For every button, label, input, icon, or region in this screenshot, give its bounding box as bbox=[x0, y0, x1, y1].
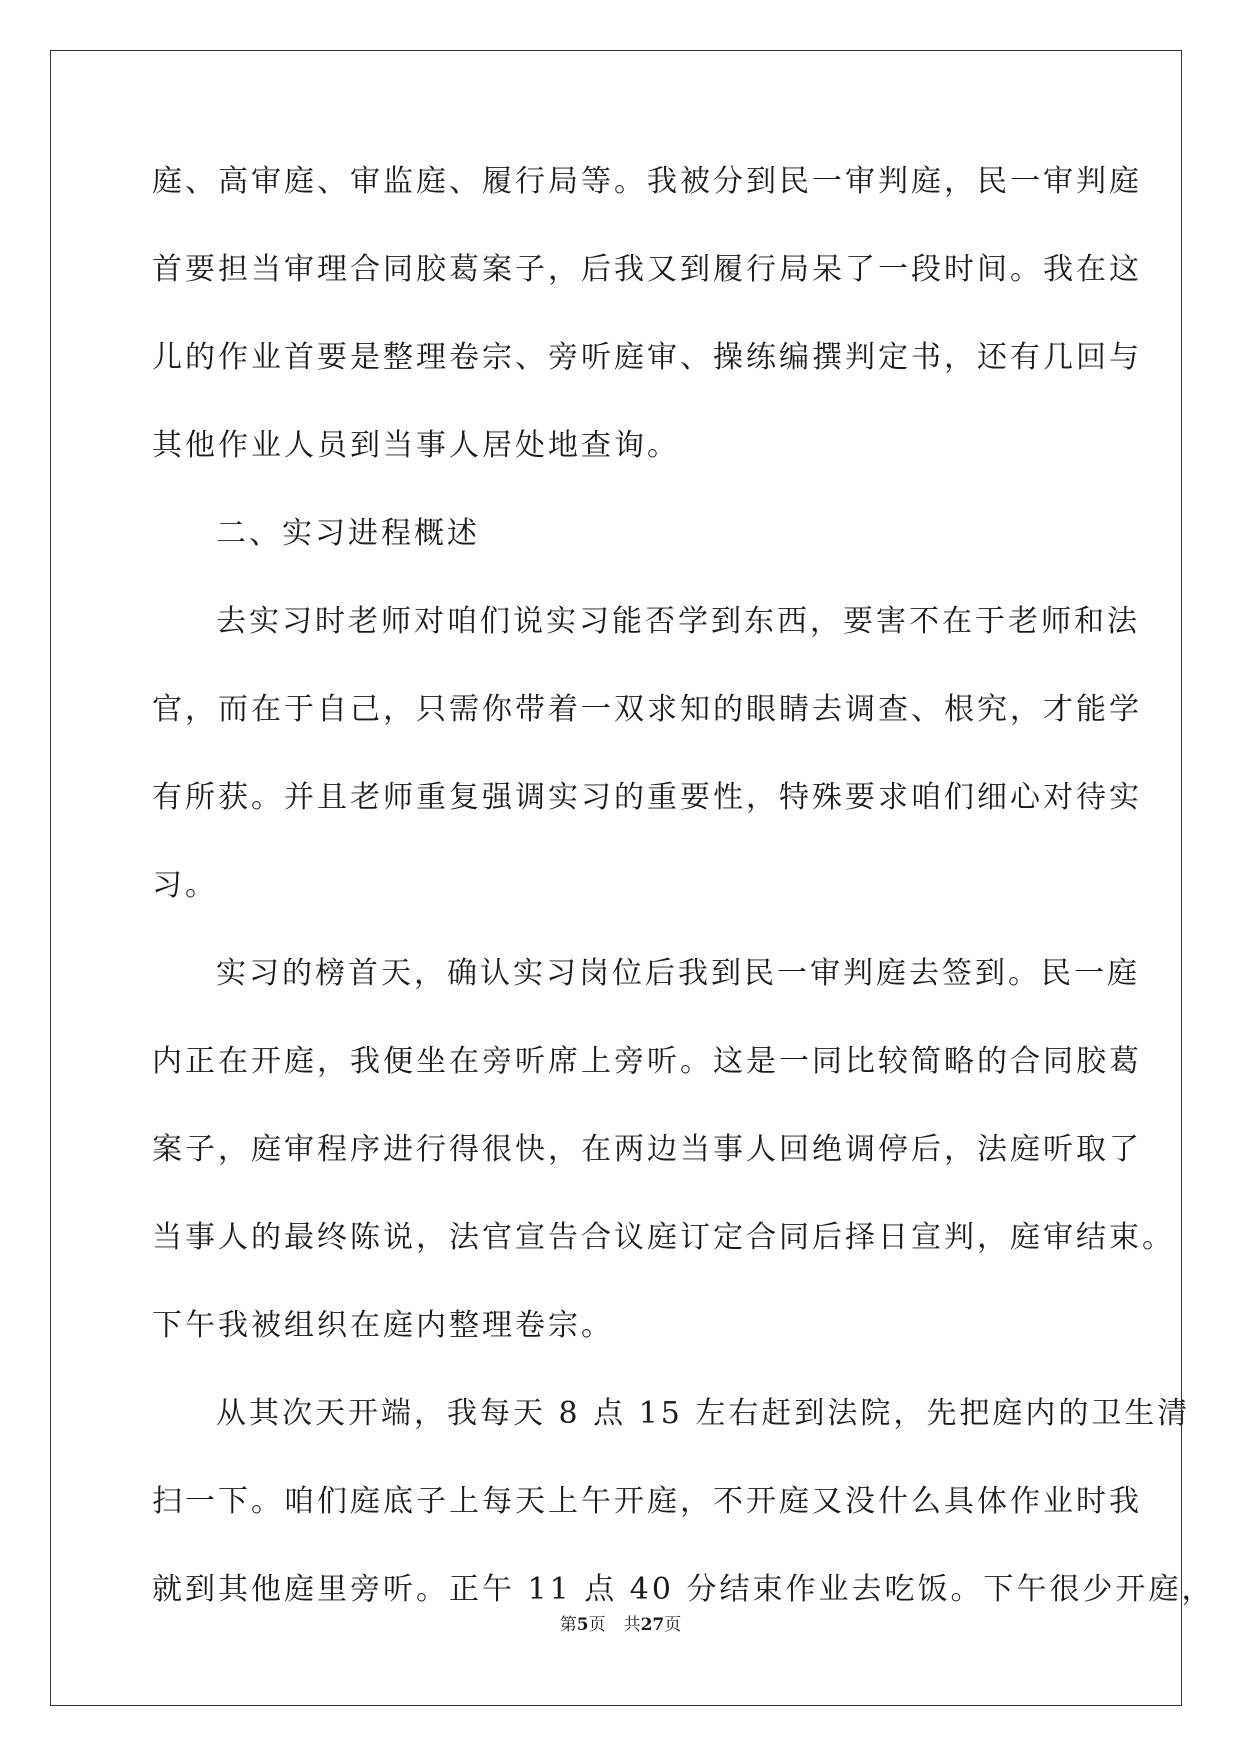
text-line: 扫一下。咱们庭底子上每天上午开庭，不开庭又没什么具体作业时我 bbox=[152, 1484, 1142, 1519]
total-suffix: 页 bbox=[664, 1615, 682, 1635]
page-prefix: 第 bbox=[559, 1615, 577, 1635]
text-line: 当事人的最终陈说，法官宣告合议庭订定合同后择日宣判，庭审结束。 bbox=[152, 1220, 1175, 1255]
text-line: 官，而在于自己，只需你带着一双求知的眼睛去调查、根究，才能学 bbox=[152, 692, 1142, 727]
text-line: 有所获。并且老师重复强调实习的重要性，特殊要求咱们细心对待实 bbox=[152, 780, 1142, 815]
page-border bbox=[50, 50, 1182, 1706]
page-suffix: 页 bbox=[588, 1615, 606, 1635]
text-line: 庭、高审庭、审监庭、履行局等。我被分到民一审判庭，民一审判庭 bbox=[152, 164, 1142, 199]
text-line: 首要担当审理合同胶葛案子，后我又到履行局呆了一段时间。我在这 bbox=[152, 252, 1142, 287]
total-pages: 27 bbox=[640, 1615, 665, 1635]
text-line: 其他作业人员到当事人居处地查询。 bbox=[152, 428, 680, 463]
section-heading: 二、实习进程概述 bbox=[216, 516, 480, 551]
page-number: 5 bbox=[576, 1615, 589, 1635]
text-line: 从其次天开端，我每天 8 点 15 左右赶到法院，先把庭内的卫生清 bbox=[216, 1396, 1191, 1431]
text-line: 去实习时老师对咱们说实习能否学到东西，要害不在于老师和法 bbox=[216, 604, 1140, 639]
total-prefix: 共 bbox=[623, 1615, 641, 1635]
page-footer bbox=[0, 1614, 1241, 1636]
text-line: 就到其他庭里旁听。正午 11 点 40 分结束作业去吃饭。下午很少开庭， bbox=[152, 1572, 1215, 1607]
text-line: 儿的作业首要是整理卷宗、旁听庭审、操练编撰判定书，还有几回与 bbox=[152, 340, 1142, 375]
text-line: 内正在开庭，我便坐在旁听席上旁听。这是一同比较简略的合同胶葛 bbox=[152, 1044, 1142, 1079]
text-line: 下午我被组织在庭内整理卷宗。 bbox=[152, 1308, 614, 1343]
text-line: 案子，庭审程序进行得很快，在两边当事人回绝调停后，法庭听取了 bbox=[152, 1132, 1142, 1167]
text-line: 实习的榜首天，确认实习岗位后我到民一审判庭去签到。民一庭 bbox=[216, 956, 1140, 991]
text-line: 习。 bbox=[152, 868, 218, 903]
